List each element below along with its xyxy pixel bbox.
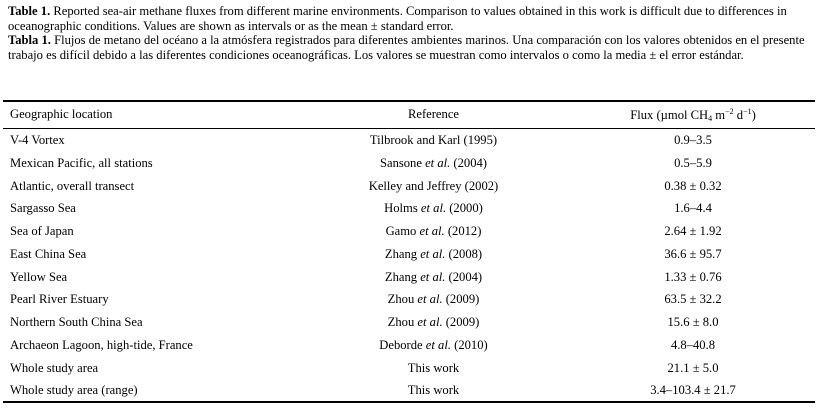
reference-author: Kelley and Jeffrey [368,178,462,193]
cell-flux: 0.38 ± 0.32 [664,178,722,193]
reference-year: (2009) [442,292,480,307]
reference-etal: et al. [419,224,445,238]
cell-reference [321,179,546,194]
caption-english [8,4,816,33]
reference-author: Gamo [385,224,420,238]
table-caption [8,4,816,62]
reference-year: (2012) [444,224,482,238]
cell-reference [321,156,546,171]
reference-etal: et al. [425,155,451,170]
cell-flux: 4.8–40.8 [670,337,716,352]
cell-reference [321,224,546,239]
header-flux-suffix: ) [751,108,756,122]
header-flux-prefix: Flux (µmol CH [630,108,709,122]
reference-year: (2004) [450,155,488,170]
table-row [3,201,815,221]
cell-flux: 0.5–5.9 [674,155,712,170]
header-location: Geographic location [10,107,113,121]
reference-author: This work [407,383,460,398]
reference-etal: et al. [420,269,446,284]
reference-etal: et al. [420,201,447,216]
cell-flux: 1.6–4.4 [674,201,712,216]
reference-year: (2000) [446,201,483,216]
cell-location: Pearl River Estuary [10,292,109,307]
reference-year: (2010) [450,337,488,352]
table-row [3,179,815,199]
cell-reference [321,383,546,398]
cell-reference [321,292,546,307]
table-top-rule [3,100,815,102]
reference-author: Holms [384,201,421,216]
cell-location: Yellow Sea [10,269,68,284]
cell-flux: 2.64 ± 1.92 [664,224,722,238]
cell-flux: 3.4–103.4 ± 21.7 [650,383,736,398]
cell-reference [321,247,546,262]
header-flux-sup1: −2 [725,107,734,116]
caption-spanish [8,33,816,62]
reference-author: Zhou [387,292,418,307]
table-row [3,247,815,267]
table-row [3,133,815,153]
header-flux-sup2: −1 [743,107,752,116]
header-flux-mid2: d [733,108,744,122]
cell-location: Northern South China Sea [10,315,143,329]
reference-author: Deborde [379,337,426,352]
reference-author: Zhang [384,269,421,284]
table-bottom-rule [3,401,815,403]
reference-year: (2008) [445,246,483,261]
cell-flux: 0.9–3.5 [674,133,712,147]
reference-etal: et al. [420,246,446,261]
caption-spanish-label: Tabla 1. [8,33,51,48]
cell-flux: 36.6 ± 95.7 [664,246,722,261]
table-row [3,361,815,381]
reference-author: This work [407,360,460,375]
reference-author: Tilbrook and Karl [369,133,461,147]
reference-etal: et al. [425,337,451,352]
cell-reference [321,201,546,216]
cell-reference [321,315,546,330]
reference-year: (1995) [460,133,498,147]
caption-spanish-text: Flujos de metano del océano a la atmósfera registrados para diferentes ambientes marinos. Una comparación con los valores obtenidos en el presente trabajo es difícil debido a las diferentes condiciones oceanográficas. Los valores se muestran como intervalos o como la media ± el error estándar. [8,33,805,62]
reference-author: Sansone [379,155,426,170]
table-row [3,270,815,290]
reference-year: (2009) [442,315,480,329]
reference-author: Zhou [387,315,418,329]
reference-etal: et al. [417,315,443,329]
table-row [3,292,815,312]
cell-location: V-4 Vortex [10,133,65,147]
reference-etal: et al. [417,292,443,307]
cell-location: Archaeon Lagoon, high-tide, France [10,337,193,352]
cell-location: Mexican Pacific, all stations [10,155,153,170]
cell-location: Whole study area (range) [10,383,138,398]
cell-flux: 63.5 ± 32.2 [664,292,722,307]
table-row [3,224,815,244]
reference-author: Zhang [384,246,421,261]
header-flux-mid1: m [712,108,726,122]
cell-reference [321,338,546,353]
cell-reference [321,270,546,285]
reference-year: (2004) [445,269,483,284]
table-row [3,156,815,176]
cell-flux: 1.33 ± 0.76 [664,269,722,284]
header-flux [593,107,793,123]
cell-location: Atlantic, overall transect [10,178,135,193]
cell-reference [321,133,546,148]
caption-english-label: Table 1. [8,4,51,18]
cell-location: Whole study area [10,360,99,375]
table-row [3,338,815,358]
table-row [3,315,815,335]
cell-flux: 21.1 ± 5.0 [667,360,719,375]
table-header-rule [3,128,815,129]
reference-year: (2002) [461,178,499,193]
caption-english-text: Reported sea-air methane fluxes from different marine environments. Comparison to values obtained in this work is difficult due to differences in oceanographic conditions. Values are shown as intervals or as the mean ± standard error. [8,4,787,33]
header-reference: Reference [407,107,460,121]
cell-flux: 15.6 ± 8.0 [667,315,719,329]
cell-reference [321,361,546,376]
header-flux-sub: 4 [708,114,713,123]
table-header-row [3,107,815,123]
cell-location: East China Sea [10,246,87,261]
cell-location: Sargasso Sea [10,201,76,216]
cell-location: Sea of Japan [10,224,74,238]
